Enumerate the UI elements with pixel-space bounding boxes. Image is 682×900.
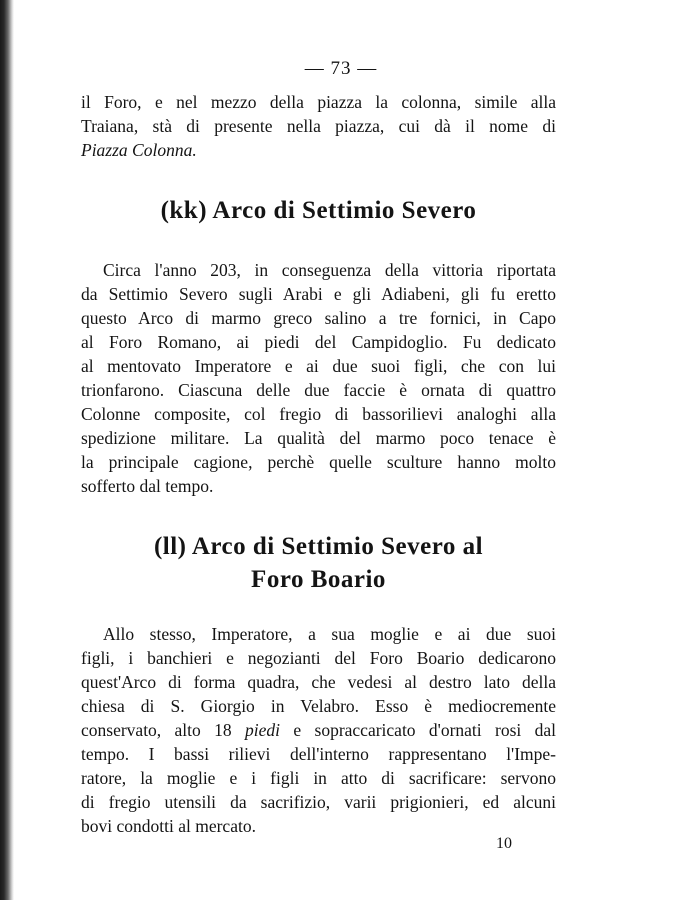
heading-line: (ll) Arco di Settimio Severo al xyxy=(153,533,484,560)
text-line: chiesa di S. Giorgio in Velabro. Esso è mediocremente xyxy=(81,696,556,716)
text-segment: e sopraccaricato d'ornati rosi dal xyxy=(280,720,556,740)
text-line: al mentovato Imperatore e ai due suoi figli, che con lui xyxy=(81,356,556,376)
section-heading-kk xyxy=(81,194,556,227)
text-line: Allo stesso, Imperatore, a sua moglie e ai due suoi xyxy=(103,624,556,644)
section-ll-paragraph xyxy=(81,622,556,838)
italic-place-name: Piazza Colonna. xyxy=(81,140,197,160)
heading-line: (kk) Arco di Settimio Severo xyxy=(160,197,477,224)
text-line: di fregio utensili da sacrifizio, varii prigionieri, ed alcuni xyxy=(81,792,556,812)
intro-paragraph xyxy=(81,90,556,162)
signature-mark: 10 xyxy=(496,835,512,852)
text-line: il Foro, e nel mezzo della piazza la colonna, simile alla xyxy=(81,92,556,112)
text-line: spedizione militare. La qualità del marmo poco tenace è xyxy=(81,428,556,448)
italic-unit: piedi xyxy=(245,720,281,740)
text-line: da Settimio Severo sugli Arabi e gli Adiabeni, gli fu eretto xyxy=(81,284,556,304)
text-line: Circa l'anno 203, in conseguenza della vittoria riportata xyxy=(103,260,556,280)
text-line: bovi condotti al mercato. xyxy=(81,816,256,836)
text-line: ratore, la moglie e i figli in atto di sacrificare: servono xyxy=(81,768,556,788)
section-heading-ll xyxy=(81,530,556,596)
text-line: quest'Arco di forma quadra, che vedesi al destro lato della xyxy=(81,672,556,692)
text-line: tempo. I bassi rilievi dell'interno rappresentano l'Impe- xyxy=(81,744,556,764)
text-line xyxy=(81,138,556,162)
text-line: al Foro Romano, ai piedi del Campidoglio. Fu dedicato xyxy=(81,332,556,352)
text-line xyxy=(81,718,556,742)
heading-line: Foro Boario xyxy=(251,566,386,593)
text-line: questo Arco di marmo greco salino a tre fornici, in Capo xyxy=(81,308,556,328)
text-line: sofferto dal tempo. xyxy=(81,476,214,496)
text-segment: conservato, alto 18 xyxy=(81,720,246,740)
text-line: trionfarono. Ciascuna delle due faccie è ornata di quattro xyxy=(81,380,556,400)
page-number: — 73 — xyxy=(304,58,378,79)
text-line: figli, i banchieri e negozianti del Foro Boario dedicarono xyxy=(81,648,556,668)
text-line: Colonne composite, col fregio di bassorilievi analoghi alla xyxy=(81,404,556,424)
scan-binding-edge xyxy=(0,0,14,900)
text-line: la principale cagione, perchè quelle sculture hanno molto xyxy=(81,452,556,472)
section-kk-paragraph xyxy=(81,258,556,498)
text-line: Traiana, stà di presente nella piazza, cui dà il nome di xyxy=(81,116,556,136)
